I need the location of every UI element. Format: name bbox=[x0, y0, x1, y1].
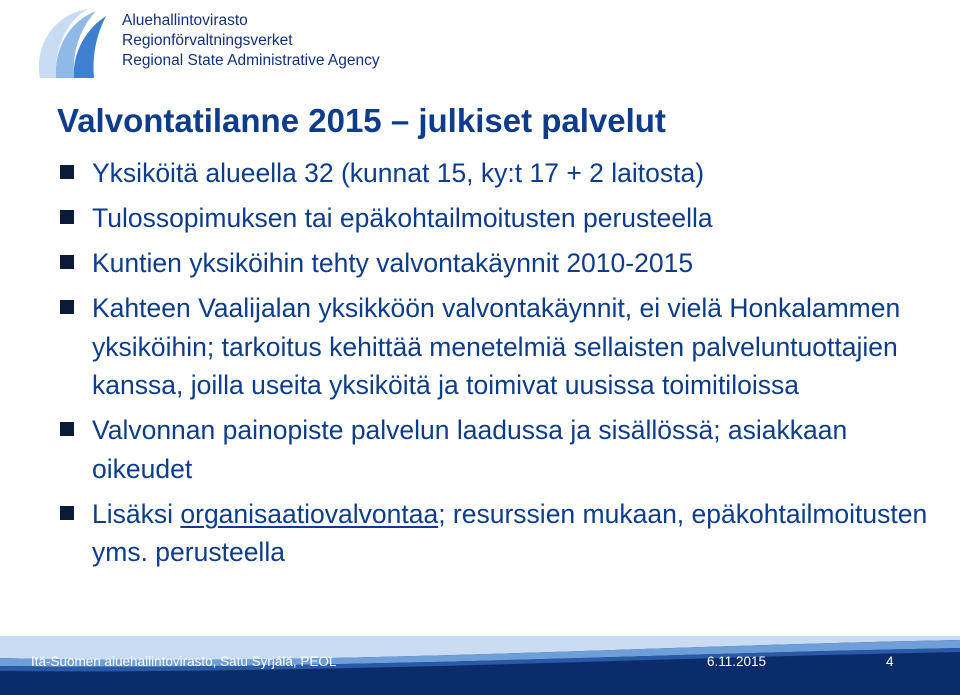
page-number: 4 bbox=[886, 654, 894, 669]
agency-name-finnish: Aluehallintovirasto bbox=[122, 12, 248, 29]
agency-name-swedish: Regionförvaltningsverket bbox=[122, 32, 293, 49]
footer-presenter: Itä-Suomen aluehallintovirasto, Satu Syrjälä, PEOL bbox=[31, 654, 337, 669]
bullet-text: Valvonnan painopiste palvelun laadussa ja sisällössä; asiakkaan oikeudet bbox=[92, 415, 848, 484]
square-bullet-icon bbox=[60, 165, 74, 179]
bullet-text: Tulossopimuksen tai epäkohtailmoitusten perusteella bbox=[92, 203, 713, 233]
bullet-item bbox=[60, 154, 940, 193]
agency-logo-icon bbox=[30, 6, 110, 80]
square-bullet-icon bbox=[60, 422, 74, 436]
bullet-item bbox=[60, 289, 940, 405]
bullet-text-after-link: ; resurssien mukaan, epäkohtailmoitusten yms. perusteella bbox=[92, 498, 928, 567]
square-bullet-icon bbox=[60, 506, 74, 520]
square-bullet-icon bbox=[60, 255, 74, 269]
bullet-text-before-link: Lisäksi bbox=[92, 498, 181, 529]
square-bullet-icon bbox=[60, 300, 74, 314]
bullet-list bbox=[60, 154, 940, 578]
bullet-item bbox=[60, 244, 940, 283]
bullet-item bbox=[60, 411, 940, 488]
bullet-text: Yksiköitä alueella 32 (kunnat 15, ky:t 17 + 2 laitosta) bbox=[92, 158, 705, 188]
bullet-item bbox=[60, 495, 940, 572]
slide-title: Valvontatilanne 2015 – julkiset palvelut bbox=[57, 102, 666, 139]
agency-name-english: Regional State Administrative Agency bbox=[122, 52, 380, 69]
bullet-text: Kahteen Vaalijalan yksikköön valvontakäynnit, ei vielä Honkalammen yksiköihin; tarkoitus kehittää menetelmiä sellaisten palveluntuottajien kanssa, joilla useita yksiköitä ja toimivat uusissa toimitiloissa bbox=[92, 293, 901, 400]
footer-date: 6.11.2015 bbox=[707, 654, 767, 669]
bullet-item bbox=[60, 199, 940, 238]
organisaatiovalvonta-underlined-term: organisaatiovalvontaa bbox=[180, 498, 439, 529]
bullet-text: Kuntien yksiköihin tehty valvontakäynnit 2010-2015 bbox=[92, 248, 694, 278]
square-bullet-icon bbox=[60, 210, 74, 224]
agency-names bbox=[122, 11, 380, 71]
bullet-text bbox=[92, 499, 927, 568]
